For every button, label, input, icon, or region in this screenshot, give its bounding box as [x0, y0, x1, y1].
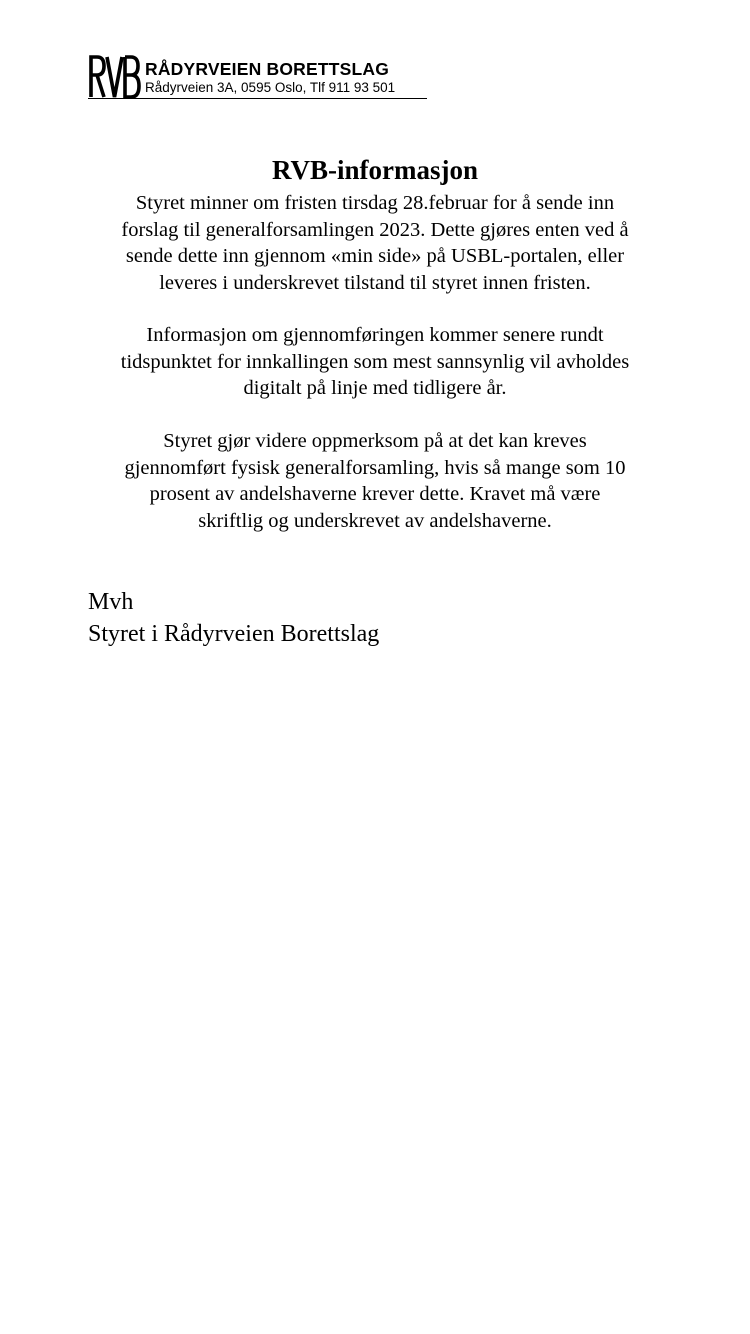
paragraph-line: Styret minner om fristen tirsdag 28.februar for å sende inn: [135, 192, 615, 214]
paragraph-line: skriftlig og underskrevet av andelshaverne.: [198, 509, 552, 532]
organization-name: RÅDYRVEIEN BORETTSLAG: [145, 59, 390, 79]
closing-signature: Styret i Rådyrveien Borettslag: [88, 621, 380, 647]
paragraph-line: tidspunktet for innkallingen som mest sannsynlig vil avholdes: [120, 350, 630, 373]
rvb-logo: [88, 54, 143, 98]
organization-address: Rådyrveien 3A, 0595 Oslo, Tlf 911 93 501: [145, 80, 396, 95]
paragraph-line: digitalt på linje med tidligere år.: [243, 377, 507, 399]
paragraph-physical-meeting: [75, 428, 675, 534]
closing-greeting: Mvh: [88, 589, 134, 615]
paragraph-line: prosent av andelshaverne krever dette. Kravet må være: [149, 483, 601, 505]
paragraph-line: leveres i underskrevet tilstand til styret innen fristen.: [159, 271, 591, 294]
paragraph-deadline: [75, 190, 675, 296]
paragraph-line: forslag til generalforsamlingen 2023. Dette gjøres enten ved å: [121, 218, 629, 241]
paragraph-line: Styret gjør videre oppmerksom på at det kan kreves: [163, 430, 587, 452]
paragraph-line: Informasjon om gjennomføringen kommer senere rundt: [146, 324, 604, 346]
paragraph-line: gjennomført fysisk generalforsamling, hvis så mange som 10: [124, 456, 626, 479]
closing: [88, 586, 379, 650]
paragraph-information: [75, 322, 675, 402]
paragraph-line: sende dette inn gjennom «min side» på USBL-portalen, eller: [125, 245, 625, 267]
document-title: RVB-informasjon: [271, 155, 479, 185]
letterhead: [88, 54, 427, 100]
letterhead-divider: [88, 98, 427, 99]
